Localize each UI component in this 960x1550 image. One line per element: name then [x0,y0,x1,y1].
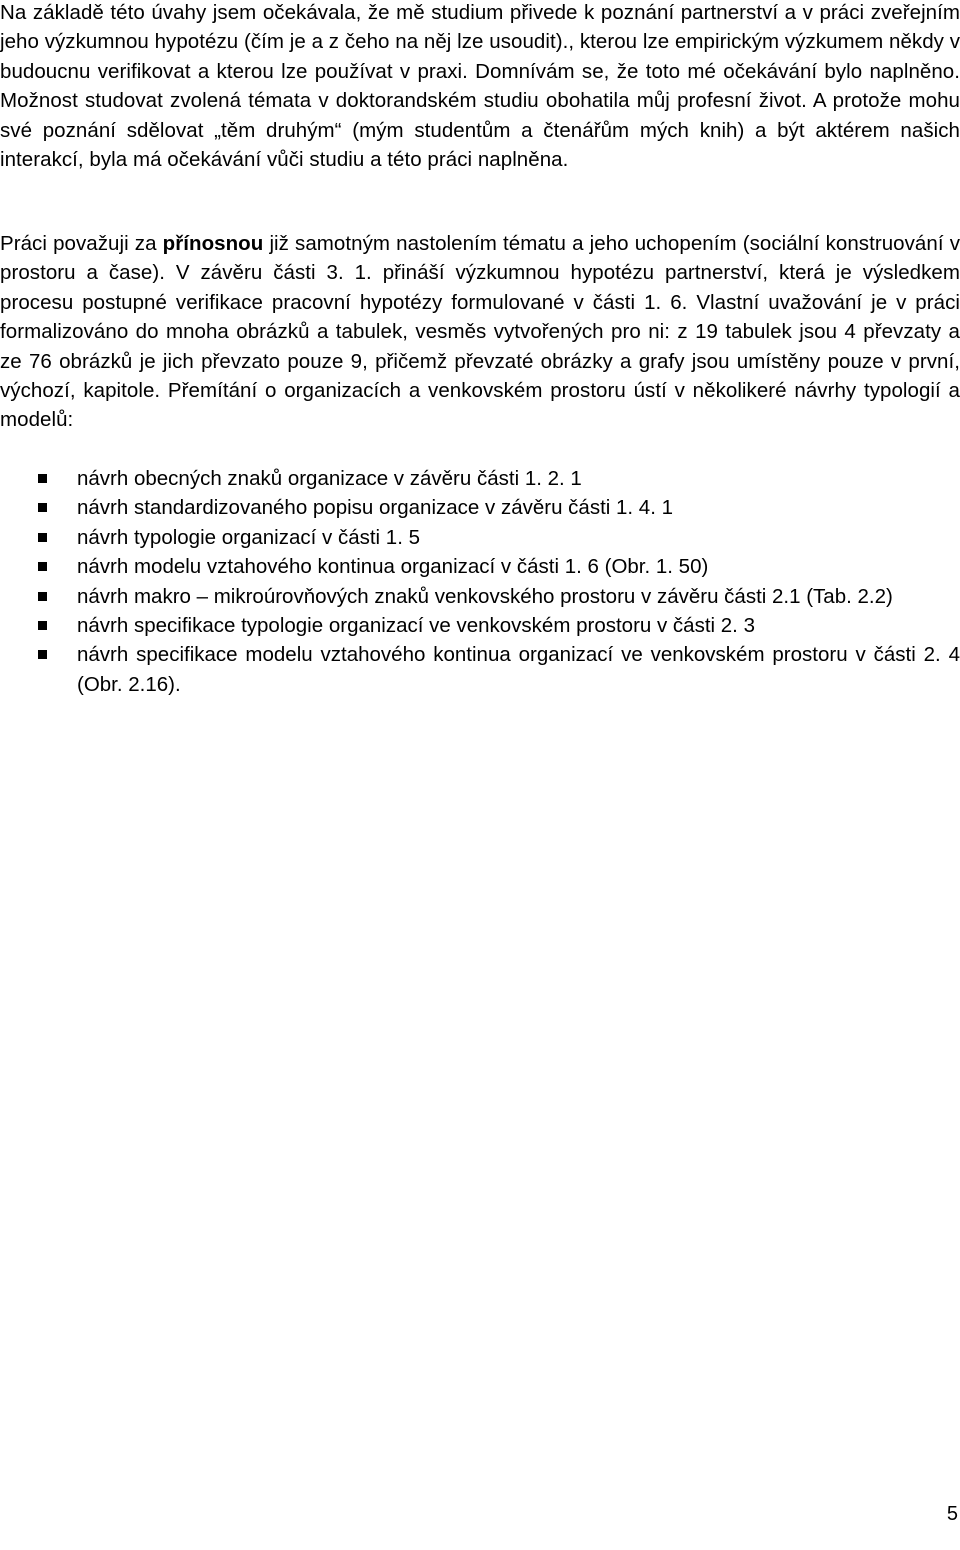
list-item [0,611,960,640]
square-bullet-icon [38,533,47,542]
paragraph-expectations: Na základě této úvahy jsem očekávala, že mě studium přivede k poznání partnerství a v práci zveřejním jeho výzkumnou hypotézu (čím je a z čeho na něj lze usoudit)., kterou lze empirickým výzkumem někdy v budoucnu verifikovat a kterou lze používat v praxi. Domnívám se, že toto mé očekávání bylo naplněno. Možnost studovat zvolená témata v doktorandském studiu obohatila můj profesní život. A protože mohu své poznání sdělovat „těm druhým“ (mým studentům a čtenářům mých knih) a být aktérem našich interakcí, byla má očekávání vůči studiu a této práci naplněna. [0,1,960,172]
list-item-text: návrh makro – mikroúrovňových znaků venkovského prostoru v závěru části 2.1 (Tab. 2.2) [77,584,893,608]
list-item [0,493,960,522]
list-item [0,552,960,581]
paragraph-contribution-start: Práci považuji za [0,232,163,255]
list-item-text: návrh typologie organizací v části 1. 5 [77,525,420,549]
emphasis-word: přínosnou [162,232,264,255]
paragraph-contribution [0,229,960,435]
paragraph-contribution-rest: již samotným nastolením tématu a jeho uchopením (sociální konstruování v prostoru a čase). V závěru části 3. 1. přináší výzkumnou hypotézu partnerství, která je výsledkem procesu postupné verifikace pracovní hypotézy formulované v části 1. 6. Vlastní uvažování je v práci formalizováno do mnoha obrázků a tabulek, vesměs vytvořených pro ni: z 19 tabulek jsou 4 převzaty a ze 76 obrázků je jich převzato pouze 9, přičemž převzaté obrázky a grafy jsou umístěny pouze v první, výchozí, kapitole. Přemítání o organizacích a venkovském prostoru ústí v několikeré návrhy typologií a modelů: [0,232,960,432]
list-item [0,464,960,493]
square-bullet-icon [38,621,47,630]
square-bullet-icon [38,474,47,483]
proposals-list [0,464,960,699]
list-item-text: návrh specifikace modelu vztahového kontinua organizací ve venkovském prostoru v části 2. 4 (Obr. 2.16). [77,643,960,696]
square-bullet-icon [38,562,47,571]
square-bullet-icon [38,650,47,659]
list-item [0,640,960,699]
page-number: 5 [946,1503,958,1525]
square-bullet-icon [38,503,47,512]
list-item-text: návrh obecných znaků organizace v závěru části 1. 2. 1 [77,467,582,490]
list-item-text: návrh modelu vztahového kontinua organizací v části 1. 6 (Obr. 1. 50) [77,555,709,579]
list-item-text: návrh standardizovaného popisu organizace v závěru části 1. 4. 1 [77,496,674,520]
square-bullet-icon [38,592,47,601]
list-item-text: návrh specifikace typologie organizací ve venkovském prostoru v části 2. 3 [77,614,755,638]
list-item [0,523,960,552]
list-item [0,582,960,611]
